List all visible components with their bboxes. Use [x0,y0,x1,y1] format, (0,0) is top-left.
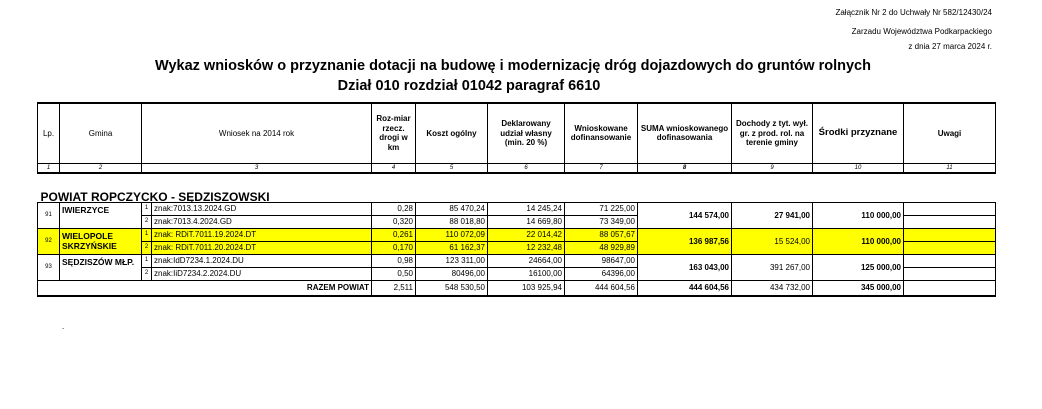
col-rozmiar-header: Roz-miar rzecz. drogi w km [372,103,416,163]
col-dochody-header: Dochody z tyt. wył. gr. z prod. rol. na terenie gminy [732,103,813,163]
total-km: 2,511 [372,281,416,296]
total-suma: 444 604,56 [638,281,732,296]
document-subtitle: Dział 010 rozdział 01042 paragraf 6610 [337,78,601,94]
row-uwagi [904,229,996,242]
col-number: 7 [565,163,638,173]
row-udzial: 12 232,48 [488,242,565,255]
row-dofin: 73 349,00 [565,216,638,229]
attachment-line: Załącznik Nr 2 do Uchwały Nr 582/12430/24 [835,8,992,17]
col-number: 3 [142,163,372,173]
col-uwagi-header: Uwagi [904,103,996,163]
row-dofin: 88 057,67 [565,229,638,242]
table-row [38,203,996,216]
row-udzial: 16100,00 [488,268,565,281]
col-gmina-header: Gmina [60,103,142,163]
col-number: 5 [416,163,488,173]
row-dofin: 98647,00 [565,255,638,268]
row-uwagi [904,268,996,281]
total-dochody: 434 732,00 [732,281,813,296]
row-udzial: 14 245,24 [488,203,565,216]
row-srodki: 125 000,00 [813,255,904,281]
col-srodki-header: Środki przyznane [813,103,904,163]
row-udzial: 24664,00 [488,255,565,268]
date-line: z dnia 27 marca 2024 r. [908,42,992,51]
col-lp-header: Lp. [38,103,60,163]
row-lp: 92 [38,229,60,255]
row-wniosek: znak:7013.13.2024.GD [152,203,372,216]
col-number: 4 [372,163,416,173]
total-udzial: 103 925,94 [488,281,565,296]
row-koszt: 123 311,00 [416,255,488,268]
row-koszt: 61 162,37 [416,242,488,255]
row-km: 0,320 [372,216,416,229]
row-lp: 93 [38,255,60,281]
row-gmina: WIELOPOLE SKRZYŃSKIE [60,229,142,255]
row-udzial: 14 669,80 [488,216,565,229]
total-row [38,281,996,296]
section-title: POWIAT ROPCZYCKO - SĘDZISZOWSKI [40,189,270,203]
col-number: 8 [638,163,732,173]
total-dofin: 444 604,56 [565,281,638,296]
row-srodki: 110 000,00 [813,229,904,255]
row-wniosek: znak:7013.4.2024.GD [152,216,372,229]
section-row [38,187,996,203]
row-km: 0,50 [372,268,416,281]
grants-table [37,102,996,297]
row-dofin: 71 225,00 [565,203,638,216]
row-dofin: 48 929,89 [565,242,638,255]
col-suma-header: SUMA wnioskowanego dofinasowania [638,103,732,163]
row-uwagi [904,242,996,255]
total-koszt: 548 530,50 [416,281,488,296]
col-number: 11 [904,163,996,173]
row-dochody: 391 267,00 [732,255,813,281]
row-lp: 91 [38,203,60,229]
col-koszt-header: Koszt ogólny [416,103,488,163]
col-wniosek-header: Wniosek na 2014 rok [142,103,372,163]
row-sub-number: 2 [142,216,152,229]
row-wniosek: znak: RDiT.7011.20.2024.DT [152,242,372,255]
column-number-row [38,163,996,173]
board-line: Zarzadu Województwa Podkarpackiego [851,27,992,36]
row-koszt: 80496,00 [416,268,488,281]
col-deklarowany-header: Deklarowany udział własny (min. 20 %) [488,103,565,163]
row-suma: 136 987,56 [638,229,732,255]
row-udzial: 22 014,42 [488,229,565,242]
col-number: 6 [488,163,565,173]
row-suma: 163 043,00 [638,255,732,281]
col-number: 10 [813,163,904,173]
row-sub-number: 1 [142,255,152,268]
col-wnioskowane-header: Wnioskowane dofinansowanie [565,103,638,163]
row-koszt: 85 470,24 [416,203,488,216]
row-suma: 144 574,00 [638,203,732,229]
row-wniosek: znak: RDiT.7011.19.2024.DT [152,229,372,242]
total-label: RAZEM POWIAT [38,281,372,296]
row-sub-number: 1 [142,229,152,242]
footer-mark: . [62,322,65,331]
col-number: 2 [60,163,142,173]
row-km: 0,98 [372,255,416,268]
row-sub-number: 2 [142,242,152,255]
row-sub-number: 1 [142,203,152,216]
document-title: Wykaz wniosków o przyznanie dotacji na budowę i modernizację dróg dojazdowych do gruntów rolnych [155,58,871,74]
row-uwagi [904,203,996,216]
row-km: 0,170 [372,242,416,255]
row-koszt: 88 018,80 [416,216,488,229]
row-wniosek: znak:IdD7234.1.2024.DU [152,255,372,268]
total-uwagi [904,281,996,296]
row-gmina: IWIERZYCE [60,203,142,229]
table-row-highlighted [38,229,996,242]
table-row [38,255,996,268]
row-km: 0,28 [372,203,416,216]
row-sub-number: 2 [142,268,152,281]
spacer-row [38,173,996,187]
row-dochody: 27 941,00 [732,203,813,229]
row-km: 0,261 [372,229,416,242]
row-dochody: 15 524,00 [732,229,813,255]
row-wniosek: znak:IiD7234.2.2024.DU [152,268,372,281]
header-row [38,103,996,163]
total-srodki: 345 000,00 [813,281,904,296]
row-gmina: SĘDZISZÓW MŁP. [60,255,142,281]
row-koszt: 110 072,09 [416,229,488,242]
col-number: 9 [732,163,813,173]
row-srodki: 110 000,00 [813,203,904,229]
row-uwagi [904,255,996,268]
col-number: 1 [38,163,60,173]
row-uwagi [904,216,996,229]
row-dofin: 64396,00 [565,268,638,281]
